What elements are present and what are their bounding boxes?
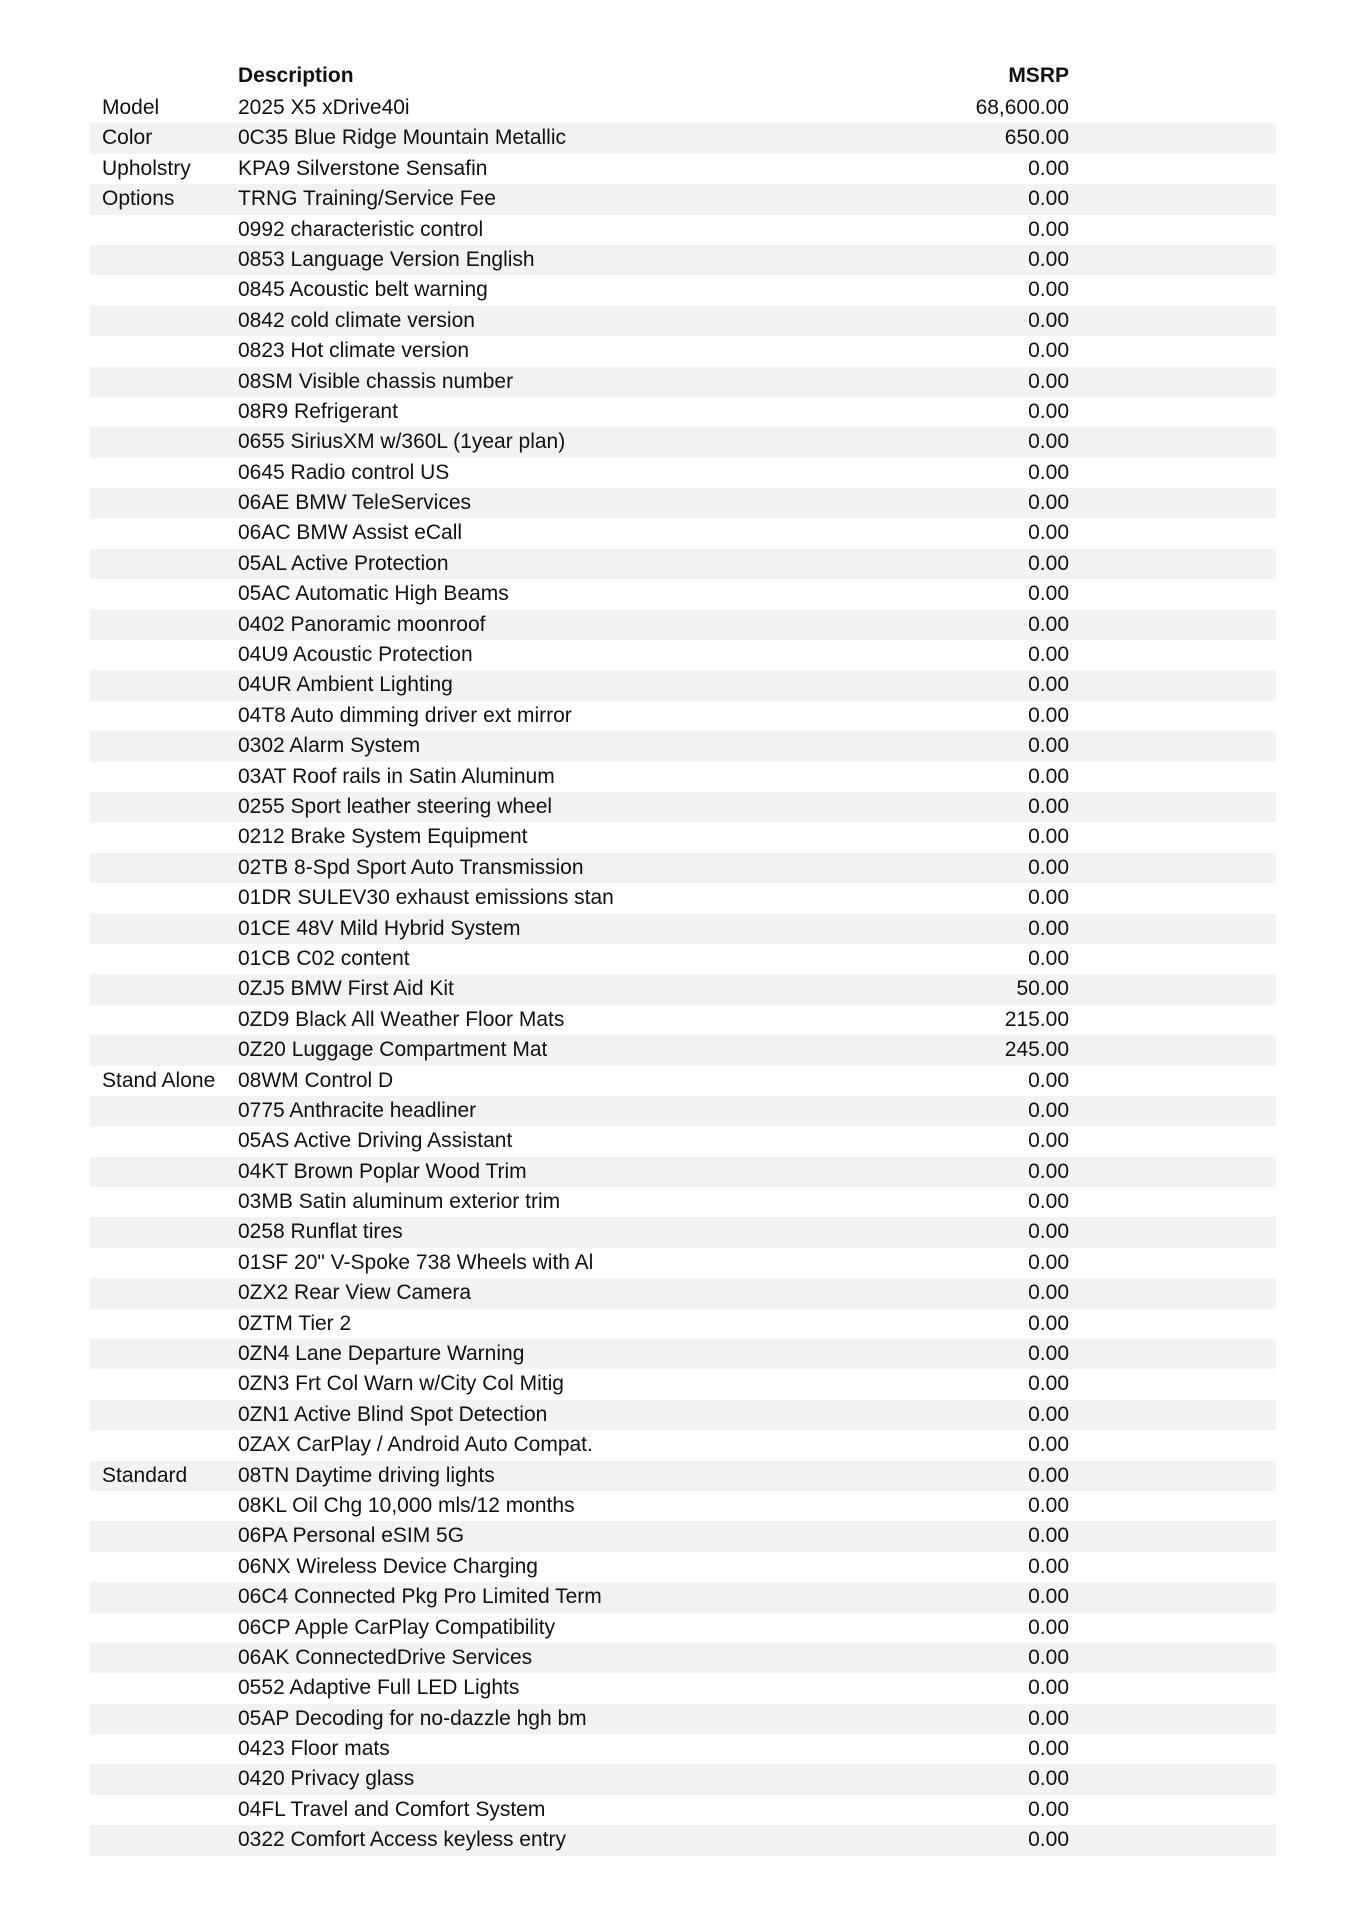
row-description: 0255 Sport leather steering wheel [238,794,553,818]
row-price: 0.00 [1028,1737,1069,1761]
row-price: 0.00 [1028,1402,1069,1426]
row-description: 0ZD9 Black All Weather Floor Mats [238,1007,565,1031]
row-description: 0212 Brake System Equipment [238,825,528,849]
row-description: 05AS Active Driving Assistant [238,1129,513,1153]
row-description: 0ZTM Tier 2 [238,1311,352,1335]
row-description: 0Z20 Luggage Compartment Mat [238,1038,548,1062]
row-category: Upholstry [102,156,191,180]
row-description: 0ZX2 Rear View Camera [238,1281,472,1305]
row-price: 0.00 [1028,916,1069,940]
row-price: 0.00 [1028,612,1069,636]
row-description: 0ZN1 Active Blind Spot Detection [238,1402,548,1426]
table-row [90,1187,1276,1217]
row-price: 0.00 [1028,369,1069,393]
row-description: 04UR Ambient Lighting [238,673,453,697]
row-price: 0.00 [1028,460,1069,484]
row-price: 0.00 [1028,308,1069,332]
table-row [90,1430,1276,1460]
table-header [90,60,1276,93]
row-description: 06NX Wireless Device Charging [238,1554,538,1578]
row-description: 0ZAX CarPlay / Android Auto Compat. [238,1433,593,1457]
row-price: 0.00 [1028,1797,1069,1821]
row-description: 04T8 Auto dimming driver ext mirror [238,703,572,727]
row-category: Stand Alone [102,1068,216,1092]
row-description: 0ZJ5 BMW First Aid Kit [238,977,454,1001]
row-price: 0.00 [1028,1281,1069,1305]
row-price: 0.00 [1028,1676,1069,1700]
row-price: 0.00 [1028,1129,1069,1153]
row-description: 0C35 Blue Ridge Mountain Metallic [238,126,567,150]
table-row [90,1400,1276,1430]
table-row [90,822,1276,852]
row-price: 0.00 [1028,1098,1069,1122]
row-description: 04FL Travel and Comfort System [238,1797,546,1821]
table-row [90,670,1276,700]
table-row [90,1643,1276,1673]
row-price: 0.00 [1028,1190,1069,1214]
row-price: 0.00 [1028,1524,1069,1548]
row-price: 0.00 [1028,1159,1069,1183]
row-price: 0.00 [1028,1463,1069,1487]
row-description: 05AP Decoding for no-dazzle hgh bm [238,1706,587,1730]
row-price: 0.00 [1028,521,1069,545]
table-row [90,1764,1276,1794]
table-row [90,914,1276,944]
row-description: 06C4 Connected Pkg Pro Limited Term [238,1585,602,1609]
table-row [90,1278,1276,1308]
table-row [90,1126,1276,1156]
row-price: 0.00 [1028,217,1069,241]
row-price: 0.00 [1028,399,1069,423]
table-row [90,518,1276,548]
row-price: 0.00 [1028,1706,1069,1730]
row-price: 0.00 [1028,582,1069,606]
row-description: 05AC Automatic High Beams [238,582,509,606]
row-description: 03AT Roof rails in Satin Aluminum [238,764,555,788]
row-description: 0853 Language Version English [238,247,535,271]
table-row [90,610,1276,640]
row-description: 06AE BMW TeleServices [238,491,472,515]
msrp-column-header: MSRP [1008,64,1069,87]
table-row [90,1582,1276,1612]
row-description: 01CB C02 content [238,946,410,970]
row-description: 08SM Visible chassis number [238,369,514,393]
row-description: 02TB 8-Spd Sport Auto Transmission [238,855,584,879]
row-price: 0.00 [1028,278,1069,302]
row-price: 0.00 [1028,1220,1069,1244]
row-description: 0420 Privacy glass [238,1767,415,1791]
row-price: 0.00 [1028,1828,1069,1852]
row-description: 0258 Runflat tires [238,1220,403,1244]
table-row [90,427,1276,457]
row-description: 08KL Oil Chg 10,000 mls/12 months [238,1493,575,1517]
row-description: 01SF 20" V-Spoke 738 Wheels with Al [238,1250,594,1274]
table-row [90,397,1276,427]
table-row [90,1673,1276,1703]
row-price: 0.00 [1028,1250,1069,1274]
row-price: 0.00 [1028,946,1069,970]
table-row [90,944,1276,974]
row-description: 2025 X5 xDrive40i [238,96,410,119]
description-column-header: Description [238,64,354,87]
row-description: 08R9 Refrigerant [238,399,398,423]
table-row [90,549,1276,579]
row-description: 05AL Active Protection [238,551,449,575]
table-row [90,1157,1276,1187]
row-price: 0.00 [1028,855,1069,879]
table-row [90,1309,1276,1339]
table-row [90,336,1276,366]
row-price: 0.00 [1028,734,1069,758]
row-price: 0.00 [1028,1585,1069,1609]
row-price: 0.00 [1028,156,1069,180]
table-row [90,579,1276,609]
row-description: 0645 Radio control US [238,460,450,484]
table-row [90,1491,1276,1521]
row-description: 0823 Hot climate version [238,339,470,363]
table-row [90,792,1276,822]
row-price: 0.00 [1028,1554,1069,1578]
row-description: 0775 Anthracite headliner [238,1098,477,1122]
row-price: 215.00 [1004,1007,1069,1031]
table-row [90,1795,1276,1825]
table-row [90,1552,1276,1582]
row-price: 0.00 [1028,1372,1069,1396]
table-row [90,458,1276,488]
table-row [90,1704,1276,1734]
row-category: Standard [102,1463,188,1487]
row-description: 0423 Floor mats [238,1737,390,1761]
table-row [90,731,1276,761]
table-row [90,1461,1276,1491]
row-description: 0ZN3 Frt Col Warn w/City Col Mitig [238,1372,564,1396]
row-description: 0302 Alarm System [238,734,421,758]
table-row [90,123,1276,153]
table-row [90,1248,1276,1278]
row-price: 0.00 [1028,643,1069,667]
table-row [90,367,1276,397]
table-row [90,1734,1276,1764]
table-row [90,93,1276,123]
row-description: 0992 characteristic control [238,217,484,241]
table-row [90,215,1276,245]
table-row [90,701,1276,731]
table-row [90,1096,1276,1126]
row-price: 0.00 [1028,764,1069,788]
row-description: 04U9 Acoustic Protection [238,643,473,667]
row-price: 0.00 [1028,825,1069,849]
row-description: 03MB Satin aluminum exterior trim [238,1190,561,1214]
row-description: 01CE 48V Mild Hybrid System [238,916,521,940]
table-row [90,1369,1276,1399]
msrp-sheet [90,60,1276,1856]
line-items [90,93,1276,1856]
row-price: 0.00 [1028,1645,1069,1669]
row-price: 0.00 [1028,1342,1069,1366]
row-price: 50.00 [1016,977,1069,1001]
row-description: 04KT Brown Poplar Wood Trim [238,1159,527,1183]
row-price: 0.00 [1028,703,1069,727]
row-price: 0.00 [1028,886,1069,910]
table-row [90,184,1276,214]
row-description: 0845 Acoustic belt warning [238,278,488,302]
table-row [90,883,1276,913]
table-row [90,1521,1276,1551]
table-row [90,1613,1276,1643]
table-row [90,1005,1276,1035]
table-row [90,640,1276,670]
table-row [90,154,1276,184]
row-price: 68,600.00 [975,96,1069,119]
row-price: 0.00 [1028,673,1069,697]
row-description: 01DR SULEV30 exhaust emissions stan [238,886,614,910]
row-price: 0.00 [1028,247,1069,271]
row-price: 0.00 [1028,187,1069,211]
row-price: 0.00 [1028,551,1069,575]
row-description: 08WM Control D [238,1068,394,1092]
table-row [90,762,1276,792]
row-description: 0842 cold climate version [238,308,475,332]
row-description: KPA9 Silverstone Sensafin [238,156,488,180]
row-price: 245.00 [1004,1038,1069,1062]
row-description: TRNG Training/Service Fee [238,187,496,211]
table-row [90,1825,1276,1855]
row-category: Model [102,96,160,119]
row-category: Color [102,126,153,150]
row-price: 0.00 [1028,1068,1069,1092]
table-row [90,974,1276,1004]
row-category: Options [102,187,175,211]
row-price: 650.00 [1004,126,1069,150]
row-price: 0.00 [1028,339,1069,363]
row-price: 0.00 [1028,1615,1069,1639]
row-price: 0.00 [1028,1311,1069,1335]
row-description: 0402 Panoramic moonroof [238,612,486,636]
row-description: 0552 Adaptive Full LED Lights [238,1676,520,1700]
row-description: 06AC BMW Assist eCall [238,521,463,545]
row-description: 06PA Personal eSIM 5G [238,1524,465,1548]
table-row [90,275,1276,305]
row-price: 0.00 [1028,794,1069,818]
table-row [90,1066,1276,1096]
row-price: 0.00 [1028,491,1069,515]
table-row [90,1035,1276,1065]
table-row [90,853,1276,883]
table-row [90,1339,1276,1369]
table-row [90,245,1276,275]
row-description: 06CP Apple CarPlay Compatibility [238,1615,556,1639]
row-price: 0.00 [1028,1433,1069,1457]
row-price: 0.00 [1028,1493,1069,1517]
row-description: 0655 SiriusXM w/360L (1year plan) [238,430,566,454]
row-price: 0.00 [1028,430,1069,454]
row-price: 0.00 [1028,1767,1069,1791]
row-description: 0322 Comfort Access keyless entry [238,1828,566,1852]
row-description: 08TN Daytime driving lights [238,1463,495,1487]
table-row [90,1217,1276,1247]
row-description: 0ZN4 Lane Departure Warning [238,1342,525,1366]
row-description: 06AK ConnectedDrive Services [238,1645,533,1669]
table-row [90,306,1276,336]
table-row [90,488,1276,518]
